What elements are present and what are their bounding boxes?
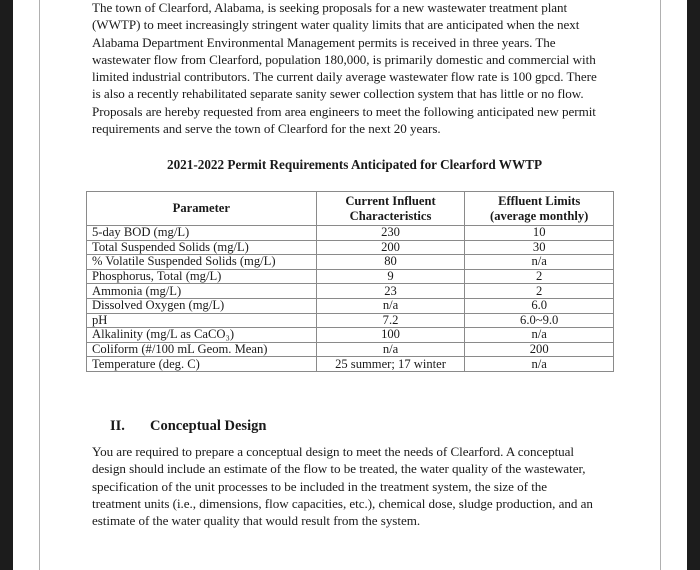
page-left-border <box>39 0 40 570</box>
header-effluent-line2: (average monthly) <box>490 208 589 223</box>
design-line: estimate of the water quality that would result from the system. <box>92 513 421 529</box>
cell-parameter: Total Suspended Solids (mg/L) <box>87 240 317 255</box>
cell-effluent: 2 <box>465 284 614 299</box>
cell-parameter: Phosphorus, Total (mg/L) <box>87 269 317 284</box>
cell-influent: 25 summer; 17 winter <box>316 357 465 372</box>
design-paragraph <box>92 443 617 529</box>
cell-influent: 80 <box>316 255 465 270</box>
viewer-right-edge <box>687 0 700 570</box>
table-row <box>87 342 614 357</box>
cell-influent: 9 <box>316 269 465 284</box>
header-influent-line1: Current Influent <box>345 193 436 208</box>
cell-effluent: 6.0~9.0 <box>465 313 614 328</box>
table-header-row <box>87 192 614 226</box>
table-row <box>87 240 614 255</box>
design-line: specification of the unit processes to be included in the treatment system, the size of the <box>92 478 548 494</box>
cell-effluent: 200 <box>465 342 614 357</box>
cell-influent: 23 <box>316 284 465 299</box>
cell-parameter: Ammonia (mg/L) <box>87 284 317 299</box>
table-row <box>87 255 614 270</box>
intro-line: is also a recently rehabilitated separate sanity sewer collection system that has little or no flow. <box>92 86 584 102</box>
cell-influent: 7.2 <box>316 313 465 328</box>
cell-parameter: Alkalinity (mg/L as CaCO₃) <box>87 328 317 343</box>
design-line: treatment units (i.e., dimensions, flow capacities, etc.), chemical dose, sludge production, and an <box>92 495 593 511</box>
table-row <box>87 328 614 343</box>
cell-effluent: 10 <box>465 226 614 241</box>
cell-effluent: 30 <box>465 240 614 255</box>
design-line: design should include an estimate of the flow to be treated, the water quality of the wastewater, <box>92 461 586 477</box>
table-row <box>87 284 614 299</box>
header-influent <box>316 192 465 226</box>
cell-effluent: n/a <box>465 357 614 372</box>
cell-effluent: 6.0 <box>465 298 614 313</box>
intro-line: (WWTP) to meet increasingly stringent water quality limits that are anticipated when the next <box>92 17 580 33</box>
table-title: 2021-2022 Permit Requirements Anticipated for Clearford WWTP <box>166 157 543 172</box>
cell-influent: 200 <box>316 240 465 255</box>
cell-parameter: 5-day BOD (mg/L) <box>87 226 317 241</box>
viewer-left-margin <box>13 0 40 570</box>
permit-requirements-table <box>86 191 614 372</box>
cell-parameter: pH <box>87 313 317 328</box>
intro-line: wastewater flow from Clearford, population 180,000, is primarily domestic and commercial with <box>92 51 596 67</box>
viewer-left-edge <box>0 0 13 570</box>
cell-influent: 230 <box>316 226 465 241</box>
table-row <box>87 357 614 372</box>
header-effluent-line1: Effluent Limits <box>498 193 581 208</box>
intro-line: Alabama Department Environmental Management permits is received in three years. The <box>92 34 556 50</box>
cell-influent: n/a <box>316 342 465 357</box>
cell-influent: 100 <box>316 328 465 343</box>
intro-line: requirements and serve the town of Clearford for the next 20 years. <box>92 121 441 137</box>
cell-parameter: Coliform (#/100 mL Geom. Mean) <box>87 342 317 357</box>
section-title: Conceptual Design <box>150 418 267 434</box>
design-line: You are required to prepare a conceptual design to meet the needs of Clearford. A conceptual <box>92 444 574 459</box>
table-row <box>87 298 614 313</box>
header-influent-line2: Characteristics <box>349 208 432 223</box>
intro-line: limited industrial contributors. The current daily average wastewater flow rate is 100 gpcd. There <box>92 69 597 85</box>
intro-line: The town of Clearford, Alabama, is seeking proposals for a new wastewater treatment plant <box>92 0 568 15</box>
cell-parameter: Dissolved Oxygen (mg/L) <box>87 298 317 313</box>
table-row <box>87 269 614 284</box>
section-number: II. <box>110 418 125 434</box>
page-right-border <box>660 0 661 570</box>
table-row <box>87 313 614 328</box>
intro-paragraph <box>92 0 617 137</box>
cell-parameter: Temperature (deg. C) <box>87 357 317 372</box>
intro-line: Proposals are hereby requested from area engineers to meet the following anticipated new permit <box>92 103 596 119</box>
header-effluent <box>465 192 614 226</box>
cell-effluent: n/a <box>465 328 614 343</box>
cell-effluent: n/a <box>465 255 614 270</box>
header-parameter: Parameter <box>87 192 317 226</box>
section-heading <box>110 417 266 435</box>
table-row <box>87 226 614 241</box>
cell-parameter: % Volatile Suspended Solids (mg/L) <box>87 255 317 270</box>
cell-influent: n/a <box>316 298 465 313</box>
cell-effluent: 2 <box>465 269 614 284</box>
